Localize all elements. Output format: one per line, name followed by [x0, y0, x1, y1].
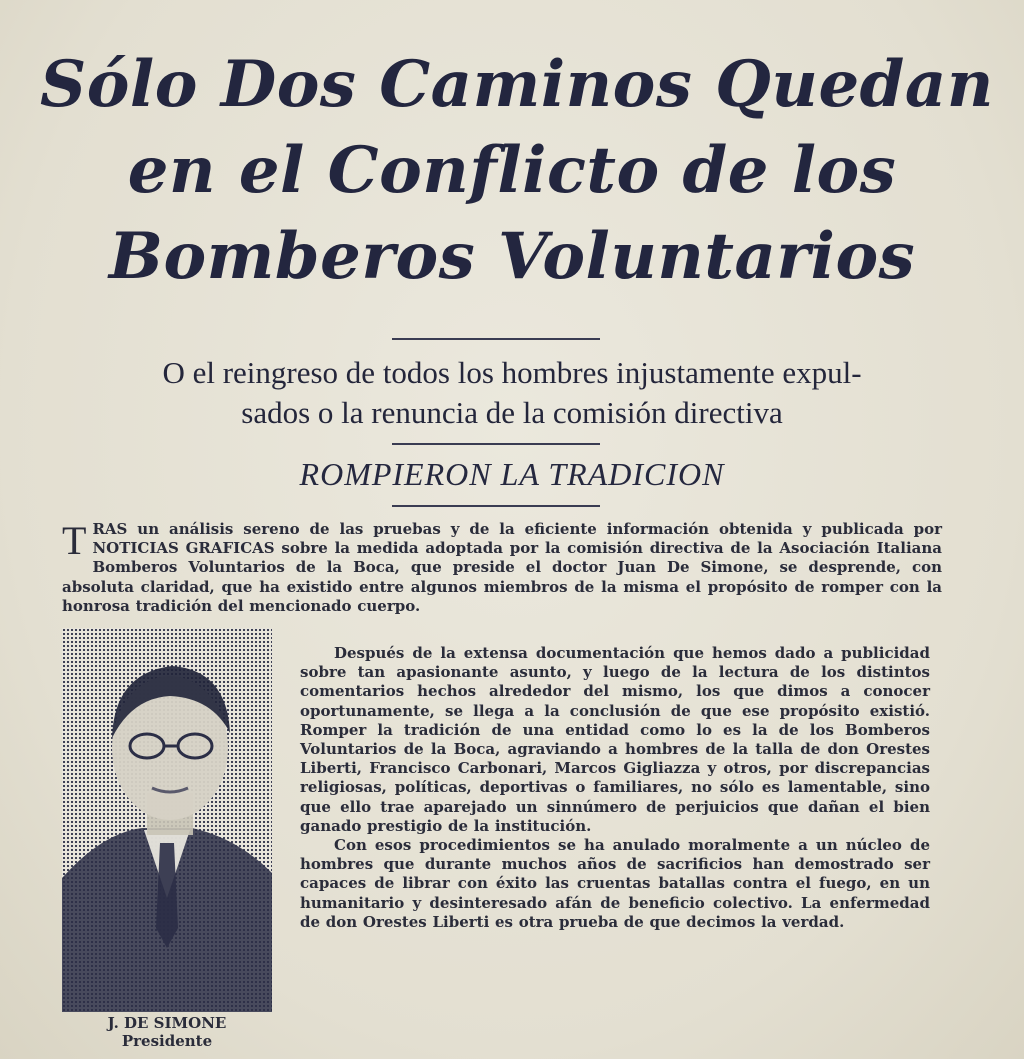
article-paragraph-2: Después de la extensa documentación que hemos dado a publicidad sobre tan apasionante asunto, y luego de la lectura de los distintos comentarios hechos alrededor del mismo, los que dimos a conocer oportunamente, se llega a la conclusión de que ese propósito existió. Romper la tradición de una entidad como lo es la de los Bomberos Voluntarios de la Boca, agraviando a hombres de la talla de don Orestes Liberti, Francisco Carbonari, Marcos Gigliazza y otros, por discrepancias religiosas, políticas, deportivas o familiares, no sólo es lamentable, sino que ello trae aparejado un sinnúmero de perjuicios que dañan el bien ganado prestigio de la institución.	[300, 644, 930, 835]
divider-top	[392, 338, 600, 340]
headline-line-1: Sólo Dos Caminos Quedan	[40, 47, 994, 122]
caption-role: Presidente	[121, 1032, 213, 1050]
article-paragraph-1: RAS un análisis sereno de las pruebas y de la eficiente información obtenida y publicada por NOTICIAS GRAFICAS sobre la medida adoptada por la comisión directiva de la Asociación Italiana Bomberos Voluntarios de la Boca, que preside el doctor Juan De Simone, se desprende, con absoluta claridad, que ha existido entre algunos miembros de la misma el propósito de romper con la honrosa tradición del mencionado cuerpo.	[62, 520, 942, 615]
subtitle-line-1: O el reingreso de todos los hombres injustamente expul-	[162, 355, 862, 390]
divider-middle	[392, 443, 600, 445]
portrait-photo	[62, 628, 272, 1012]
article-intro-paragraph	[62, 520, 942, 616]
drop-cap: T	[62, 518, 87, 563]
subtitle	[50, 353, 974, 433]
article-paragraph-3: Con esos procedimientos se ha anulado moralmente a un núcleo de hombres que durante muchos años de sacrificios han demostrado ser capaces de librar con éxito las cruentas batallas contra el fuego, en un humanitario y desinteresado afán de beneficio colectivo. La enfermedad de don Orestes Liberti es otra prueba de que decimos la verdad.	[300, 836, 930, 931]
photo-caption	[62, 1014, 272, 1050]
portrait-silhouette	[62, 628, 272, 1012]
subtitle-line-2: sados o la renuncia de la comisión directiva	[241, 395, 783, 430]
headline-line-2: en el Conflicto de los	[127, 133, 897, 208]
headline-line-3: Bomberos Voluntarios	[108, 219, 916, 294]
section-title: ROMPIERON LA TRADICION	[299, 456, 725, 492]
headline	[40, 42, 994, 300]
divider-bottom	[392, 505, 600, 507]
article-column	[300, 644, 930, 932]
caption-name: J. DE SIMONE	[107, 1014, 227, 1032]
